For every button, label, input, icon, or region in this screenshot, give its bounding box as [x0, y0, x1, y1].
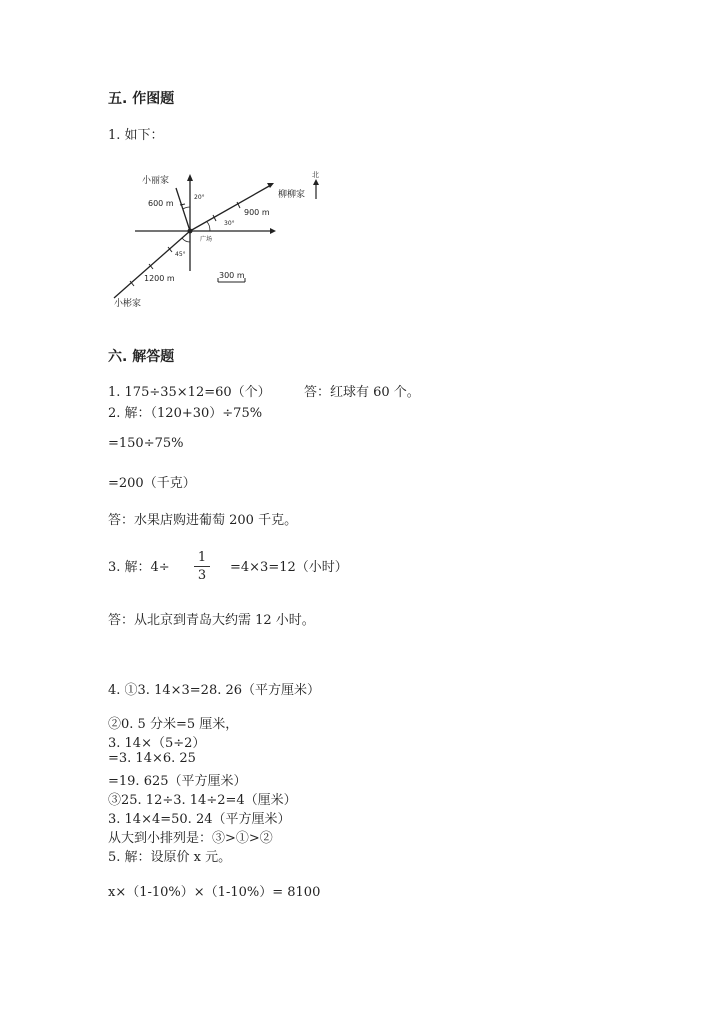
q4-line3: 3. 14×（5÷2）: [108, 736, 206, 751]
q2-line2: =150÷75%: [108, 436, 184, 451]
section6-title: 六. 解答题: [108, 349, 175, 365]
q4-line1: 4. ①3. 14×3=28. 26（平方厘米）: [108, 683, 321, 698]
ray-xiaobin: [114, 231, 190, 298]
label-30: 30°: [224, 220, 235, 227]
label-scale: 300 m: [219, 271, 245, 280]
square-point: [188, 229, 193, 234]
label-45: 45°: [175, 251, 186, 258]
label-600: 600 m: [148, 199, 174, 208]
q2-answer: 答：水果店购进葡萄 200 千克。: [108, 513, 298, 528]
label-20: 20°: [194, 194, 205, 201]
q4-line4: =3. 14×6. 25: [108, 751, 196, 766]
q1-label: 1. 如下：: [108, 128, 164, 143]
label-900: 900 m: [244, 208, 270, 217]
label-xiaoli: 小丽家: [142, 176, 170, 186]
q4-line6: ③25. 12÷3. 14÷2=4（厘米）: [108, 793, 297, 808]
north-label: 北: [312, 171, 319, 179]
fraction-denominator: 3: [197, 568, 207, 583]
q3-answer: 答：从北京到青岛大约需 12 小时。: [108, 613, 315, 628]
q3-postfix: =4×3=12（小时）: [230, 560, 348, 575]
q1-calc: 1. 175÷35×12=60（个）: [108, 385, 271, 400]
arc-45: [182, 238, 190, 242]
east-arrowhead: [270, 228, 276, 234]
q5-line1: 5. 解：设原价 x 元。: [108, 850, 232, 865]
fraction-bar: [194, 566, 210, 567]
north-arrowhead: [187, 174, 193, 181]
q4-line7: 3. 14×4=50. 24（平方厘米）: [108, 812, 291, 827]
label-liuliu: 柳柳家: [278, 190, 306, 200]
label-1200: 1200 m: [144, 274, 175, 283]
q4-line5: =19. 625（平方厘米）: [108, 774, 247, 789]
label-xiaobin: 小彬家: [114, 299, 142, 309]
section5-title: 五. 作图题: [108, 91, 175, 107]
q2-line3: =200（千克）: [108, 476, 196, 491]
ray-xiaoli: [176, 188, 190, 231]
map-diagram: [108, 165, 338, 315]
q2-line1: 2. 解：（120+30）÷75%: [108, 406, 263, 421]
q4-line2: ②0. 5 分米=5 厘米，: [108, 717, 239, 732]
arc-30: [207, 222, 210, 231]
label-square: 广场: [200, 236, 213, 243]
fraction-numerator: 1: [197, 550, 207, 565]
q1-answer: 答：红球有 60 个。: [304, 385, 420, 400]
q3-prefix: 3. 解：4÷: [108, 560, 170, 575]
arc-20: [183, 207, 190, 209]
q5-line2: x×（1-10%）×（1-10%）= 8100: [108, 885, 321, 900]
fraction: [194, 550, 210, 583]
q4-line8: 从大到小排列是：③>①>②: [108, 831, 273, 846]
